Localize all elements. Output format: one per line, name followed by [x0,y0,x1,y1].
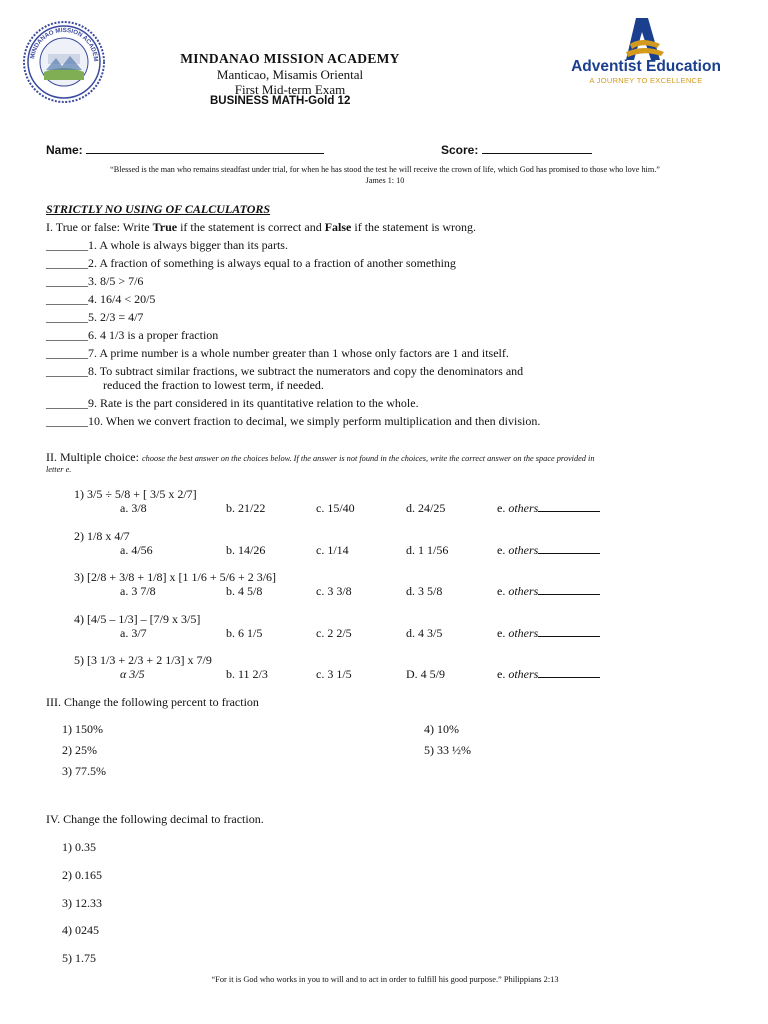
mc4-answer-blank[interactable] [538,626,600,637]
part3-title: III. Change the following percent to fraction [46,695,259,709]
percent-item-3: 3) 77.5% [62,764,106,778]
tf-item-3: _______3. 8/5 > 7/6 [46,274,144,288]
mc-question-5: 5) [3 1/3 + 2/3 + 2 1/3] x 7/9 [74,653,212,667]
tf-item-2: _______2. A fraction of something is always equal to a fraction of another something [46,256,456,270]
mc2-option-d: d. 1 1/56 [406,543,449,557]
decimal-item-5: 5) 1.75 [62,951,96,965]
mc3-others-label: others [508,584,539,598]
mc2-answer-blank[interactable] [538,543,600,554]
mc-question-3: 3) [2/8 + 3/8 + 1/8] x [1 1/6 + 5/6 + 2 3/6] [74,570,277,584]
mc4-option-c: c. 2 2/5 [316,626,352,640]
mc2-option-e-letter: e. [497,543,509,557]
mc4-option-d: d. 4 3/5 [406,626,443,640]
mc4-option-e-letter: e. [497,626,509,640]
exam-name: First Mid-term Exam [234,82,346,97]
mc2-option-a: a. 4/56 [120,543,153,557]
verse-quote-top-ref: James 1: 10 [365,176,405,185]
mc-question-1: 1) 3/5 ÷ 5/8 + [ 3/5 x 2/7] [74,487,197,501]
verse-quote-bottom: “For it is God who works in you to will and to act in order to fulfill his good purpose.” Philippians 2:13 [211,975,559,984]
decimal-item-2: 2) 0.165 [62,868,102,882]
mc2-option-c: c. 1/14 [316,543,349,557]
mc3-option-d: d. 3 5/8 [406,584,443,598]
score-label: Score: [441,143,479,157]
decimal-item-1: 1) 0.35 [62,840,96,854]
mc4-others-label: others [508,626,539,640]
decimal-item-4: 4) 0245 [62,923,99,937]
school-name: MINDANAO MISSION ACADEMY [180,51,400,66]
decimal-item-3: 3) 12.33 [62,896,102,910]
mc3-option-b: b. 4 5/8 [226,584,263,598]
seal-text: MINDANAO MISSION ACADEM [29,26,100,62]
part1-instr-post: if the statement is wrong. [351,220,476,234]
school-address: Manticao, Misamis Oriental [216,67,364,82]
mc-question-4: 4) [4/5 – 1/3] – [7/9 x 3/5] [74,612,201,626]
mc1-answer-blank[interactable] [538,501,600,512]
percent-item-1: 1) 150% [62,722,103,736]
mc2-option-b: b. 14/26 [226,543,266,557]
mc4-option-a: a. 3/7 [120,626,147,640]
tf-item-8: _______8. To subtract similar fractions, we subtract the numerators and copy the denominators and [46,364,524,378]
mc3-option-e-letter: e. [497,584,509,598]
mc-question-2: 2) 1/8 x 4/7 [74,529,130,543]
part2-instruction-cont: letter e. [46,465,72,474]
mc4-option-b: b. 6 1/5 [226,626,263,640]
part2-heading [46,450,594,465]
mc1-option-e-letter: e. [497,501,509,515]
percent-item-2: 2) 25% [62,743,97,757]
part1-instr-false: False [324,220,352,234]
score-line[interactable] [482,142,592,154]
mc5-option-e[interactable] [497,667,600,682]
part1-instr-pre: I. True or false: Write [46,220,153,234]
percent-item-4: 4) 10% [424,722,459,736]
mc5-others-label: others [508,667,539,681]
tf-item-6: _______6. 4 1/3 is a proper fraction [46,328,219,342]
mc3-option-e[interactable] [497,584,600,599]
calculator-notice: STRICTLY NO USING OF CALCULATORS [46,202,271,216]
mc1-option-b: b. 21/22 [226,501,266,515]
mc4-option-e[interactable] [497,626,600,641]
part2-title: II. Multiple choice: [46,450,142,464]
logo-tagline: A JOURNEY TO EXCELLENCE [589,76,703,85]
logo-name: Adventist Education [571,58,721,75]
verse-quote-top-text: “Blessed is the man who remains steadfast under trial, for when he has stood the test he will receive the crown of life, which God has promised to those who love him.” [110,165,660,174]
part1-instr-mid: if the statement is correct and [177,220,325,234]
mc3-answer-blank[interactable] [538,584,600,595]
tf-item-8-cont: reduced the fraction to lowest term, if needed. [103,378,324,392]
part1-instr-true: True [152,220,178,234]
mc5-option-c: c. 3 1/5 [316,667,352,681]
mc1-option-a: a. 3/8 [120,501,147,515]
part4-title: IV. Change the following decimal to fraction. [46,812,264,826]
mc1-option-c: c. 15/40 [316,501,355,515]
mc5-option-a: α 3/5 [120,667,145,681]
name-label: Name: [46,143,83,157]
tf-item-4: _______4. 16/4 < 20/5 [46,292,156,306]
mc3-option-a: a. 3 7/8 [120,584,156,598]
mc5-answer-blank[interactable] [538,667,600,678]
part1-instruction [46,220,476,235]
tf-item-5: _______5. 2/3 = 4/7 [46,310,144,324]
school-seal-icon [22,20,106,104]
mc2-option-e[interactable] [497,543,600,558]
tf-item-10: _______10. When we convert fraction to decimal, we simply perform multiplication and then division. [46,414,541,428]
subject-title: BUSINESS MATH-Gold 12 [210,95,351,107]
score-field[interactable] [441,142,592,157]
mc5-option-d: D. 4 5/9 [406,667,445,681]
verse-quote-top [40,164,730,186]
mc1-option-e[interactable] [497,501,600,516]
mc2-others-label: others [508,543,539,557]
mc1-option-d: d. 24/25 [406,501,446,515]
mc3-option-c: c. 3 3/8 [316,584,352,598]
mc5-option-e-letter: e. [497,667,509,681]
tf-item-7: _______7. A prime number is a whole number greater than 1 whose only factors are 1 and itself. [46,346,509,360]
name-line[interactable] [86,142,324,154]
tf-item-9: _______9. Rate is the part considered in its quantitative relation to the whole. [46,396,419,410]
mc1-others-label: others [508,501,539,515]
name-field[interactable] [46,142,324,157]
mc5-option-b: b. 11 2/3 [226,667,268,681]
percent-item-5: 5) 33 ½% [424,743,471,757]
tf-item-1: _______1. A whole is always bigger than its parts. [46,238,288,252]
part2-instruction: choose the best answer on the choices below. If the answer is not found in the choices, write the correct answer on the space provided in [141,454,595,463]
